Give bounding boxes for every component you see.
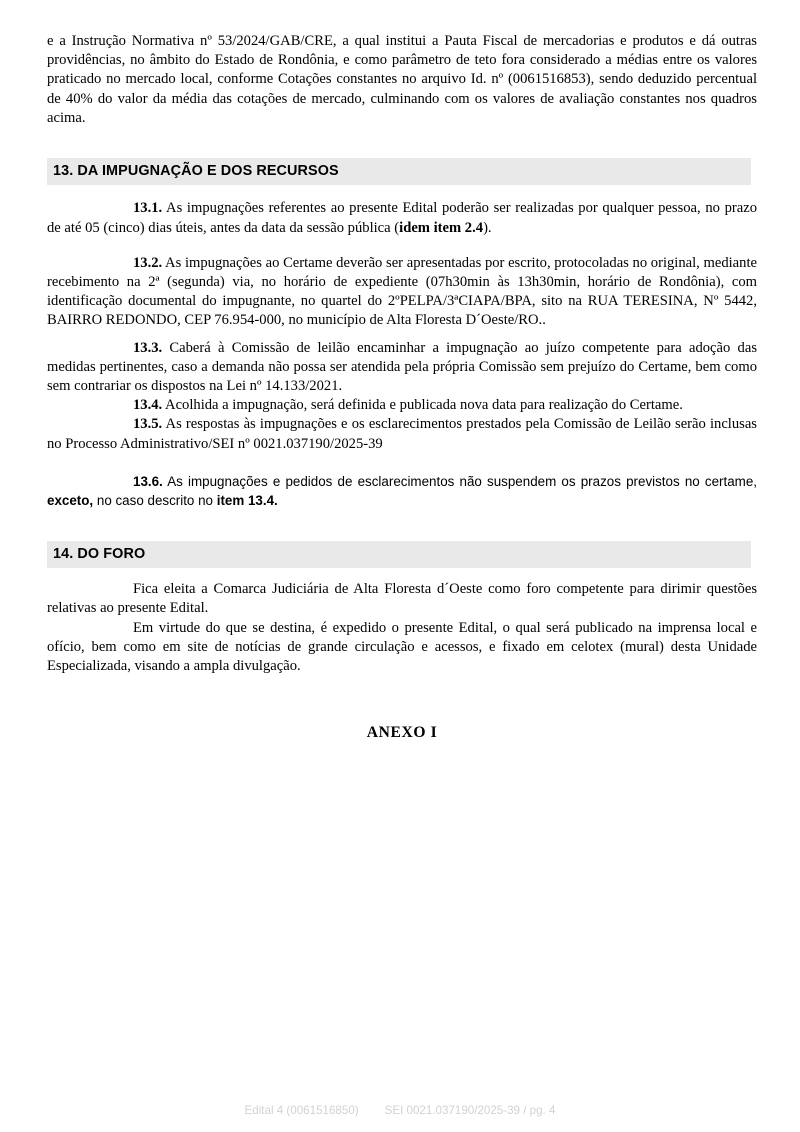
section-heading-13: 13. DA IMPUGNAÇÃO E DOS RECURSOS [47, 158, 751, 185]
item-13-1-number: 13.1. [133, 200, 163, 217]
item-13-4 [47, 396, 757, 415]
item-13-1-text-before: As impugnações referentes ao presente Edital poderão ser realizadas por qualquer pessoa, no prazo de até 05 (cinco) dias úteis, antes da data da sessão pública ( [47, 200, 757, 236]
document-content [47, 32, 757, 742]
item-13-5-text: As respostas às impugnações e os esclarecimentos prestados pela Comissão de Leilão serão inclusas no Processo Administrativo/SEI nº 0021.037190/2025-39 [47, 416, 757, 452]
section-14-paragraph-1: Fica eleita a Comarca Judiciária de Alta Floresta d´Oeste como foro competente para dirimir questões relativas ao presente Edital. [47, 581, 757, 617]
item-13-6-text-1: As impugnações e pedidos de esclarecimentos não suspendem os prazos previstos no certame, [162, 473, 757, 489]
item-13-4-text: Acolhida a impugnação, será definida e publicada nova data para realização do Certame. [162, 397, 683, 414]
item-13-4-number: 13.4. [133, 397, 163, 414]
item-13-3-text: Caberá à Comissão de leilão encaminhar a impugnação ao juízo competente para adoção das medidas pertinentes, caso a demanda não possa ser atendida pela própria Comissão sem prejuízo do Certame, bem como sem contrariar os dispostos na Lei nº 14.133/2021. [47, 339, 757, 395]
item-13-6-bold-exceto: exceto, [47, 493, 94, 509]
paragraph-intro: e a Instrução Normativa nº 53/2024/GAB/CRE, a qual institui a Pauta Fiscal de mercadorias e produtos e dá outras providências, no âmbito do Estado de Rondônia, e como parâmetro de teto fora considerado a médias entre os valores praticado no mercado local, conforme Cotações constantes no arquivo Id. nº (0061516853), sendo deduzido percentual de 40% do valor da média das cotações de mercado, culminando com os valores de avaliação constantes nos quadros acima. [47, 33, 757, 126]
item-13-6-text-2: no caso descrito no [93, 493, 217, 509]
item-13-5 [47, 415, 757, 453]
item-13-3-number: 13.3. [133, 339, 163, 356]
item-13-1-text-after: ). [483, 219, 492, 236]
item-13-1 [47, 199, 757, 237]
item-13-3 [47, 339, 757, 397]
item-13-6-number: 13.6. [133, 473, 163, 489]
section-heading-14: 14. DO FORO [47, 541, 751, 568]
page-footer [0, 1104, 800, 1117]
item-13-2-number: 13.2. [133, 254, 163, 271]
item-13-2-text: As impugnações ao Certame deverão ser apresentadas por escrito, protocoladas no original, mediante recebimento na 2ª (segunda) via, no horário de expediente (07h30min às 13h30min, horário de Rondônia), com identificação documental do impugnante, no quartel do 2ºPELPA/3ªCIAPA/BPA, sito na RUA TERESINA, Nº 5442, BAIRRO REDONDO, CEP 76.954-000, no município de Alta Floresta D´Oeste/RO.. [47, 254, 757, 329]
annex-title: ANEXO I [366, 724, 438, 742]
item-13-2 [47, 254, 757, 331]
footer-document-id: Edital 4 (0061516850) [244, 1104, 359, 1117]
item-13-6 [47, 472, 757, 511]
item-13-1-bold-ref: idem item 2.4 [399, 219, 484, 236]
footer-sei-reference: SEI 0021.037190/2025-39 / pg. 4 [384, 1104, 556, 1117]
item-13-5-number: 13.5. [133, 416, 163, 433]
section-14-paragraph-2: Em virtude do que se destina, é expedido o presente Edital, o qual será publicado na imprensa local e ofício, bem como em site de notícias de grande circulação e acessos, e fixado em celotex (mural) desta Unidade Especializada, visando a ampla divulgação. [47, 619, 757, 675]
item-13-6-bold-item-ref: item 13.4. [216, 493, 278, 509]
